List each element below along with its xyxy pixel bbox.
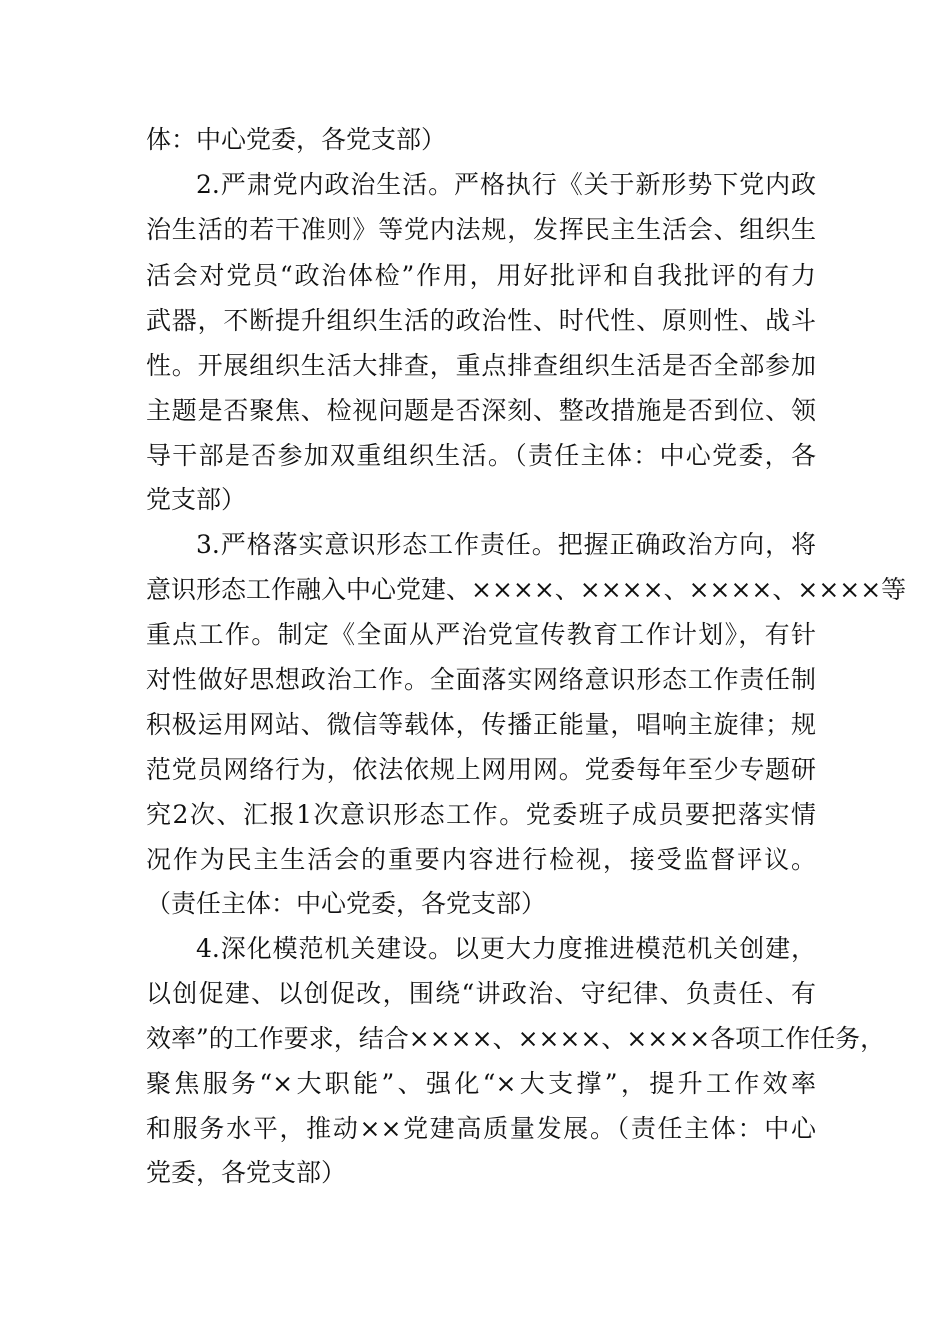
text-line: 以创促建、以创促改，围绕“讲政治、守纪律、负责任、有: [146, 979, 816, 1008]
text-line: 究2次、汇报1次意识形态工作。党委班子成员要把落实情: [146, 800, 816, 829]
text-line: 性。开展组织生活大排查，重点排查组织生活是否全部参加: [146, 351, 816, 380]
text-line: （责任主体：中心党委，各党支部）: [146, 889, 547, 918]
paragraph-3-heading-line: 3.严格落实意识形态工作责任。把握正确政治方向，将: [196, 530, 816, 559]
text-line: 重点工作。制定《全面从严治党宣传教育工作计划》，有针: [146, 620, 816, 649]
text-line: 范党员网络行为，依法依规上网用网。党委每年至少专题研: [146, 755, 816, 784]
paragraph-2-heading-line: 2.严肃党内政治生活。严格执行《关于新形势下党内政: [196, 170, 816, 199]
text-line: 活会对党员“政治体检”作用，用好批评和自我批评的有力: [146, 261, 816, 290]
text-line: 聚焦服务“×大职能”、强化“×大支撑”，提升工作效率: [146, 1069, 816, 1098]
text-line: 党支部）: [146, 485, 247, 514]
text-line: 体：中心党委，各党支部）: [146, 125, 447, 154]
text-line: 和服务水平，推动××党建高质量发展。（责任主体：中心: [146, 1114, 816, 1143]
text-line: 武器，不断提升组织生活的政治性、时代性、原则性、战斗: [146, 306, 816, 335]
text-line: 对性做好思想政治工作。全面落实网络意识形态工作责任制: [146, 665, 816, 694]
text-line: 党委，各党支部）: [146, 1158, 347, 1187]
text-line: 主题是否聚焦、检视问题是否深刻、整改措施是否到位、领: [146, 396, 816, 425]
text-line: 治生活的若干准则》等党内法规，发挥民主生活会、组织生: [146, 215, 816, 244]
text-line: 导干部是否参加双重组织生活。（责任主体：中心党委，各: [146, 441, 816, 470]
text-line: 意识形态工作融入中心党建、××××、××××、××××、××××等: [146, 575, 907, 604]
text-line: 况作为民主生活会的重要内容进行检视，接受监督评议。: [146, 845, 816, 874]
text-line: 积极运用网站、微信等载体，传播正能量，唱响主旋律；规: [146, 710, 816, 739]
paragraph-4-heading-line: 4.深化模范机关建设。以更大力度推进模范机关创建，: [196, 934, 816, 963]
text-line: 效率”的工作要求，结合××××、××××、××××各项工作任务，: [146, 1024, 886, 1053]
